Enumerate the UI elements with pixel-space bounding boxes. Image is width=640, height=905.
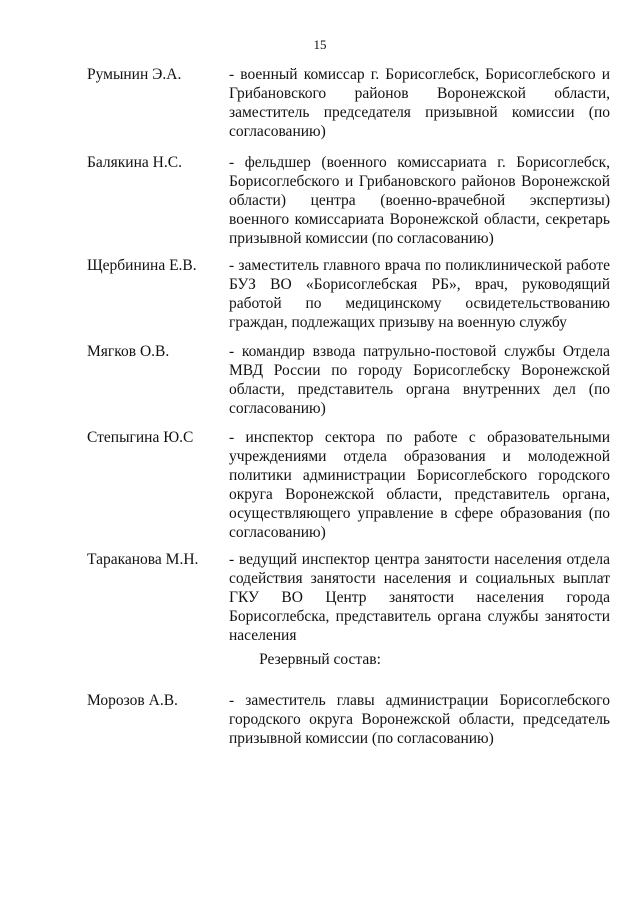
reserve-section-title: Резервный состав: xyxy=(259,651,381,668)
member-name: Румынин Э.А. xyxy=(87,66,182,83)
member-role: - командир взвода патрульно-постовой службы Отдела МВД России по городу Борисоглебску Воронежской области, представитель органа внутренних дел (по согласованию) xyxy=(229,343,610,417)
page-number: 15 xyxy=(313,37,327,52)
member-name: Щербинина Е.В. xyxy=(87,257,197,274)
member-role: - военный комиссар г. Борисоглебск, Борисоглебского и Грибановского районов Воронежской области, заместитель председателя призывной комиссии (по согласованию) xyxy=(229,66,610,140)
member-name: Балякина Н.С. xyxy=(87,154,182,171)
member-role: - фельдшер (военного комиссариата г. Борисоглебск, Борисоглебского и Грибановского районов Воронежской области) центра (военно-врачебной экспертизы) военного комиссариата Воронежской области, секретарь призывной комиссии (по согласованию) xyxy=(229,154,610,247)
member-role: - заместитель главы администрации Борисоглебского городского округа Воронежской области, председатель призывной комиссии (по согласованию) xyxy=(229,692,610,747)
member-name: Степыгина Ю.С xyxy=(87,429,194,446)
member-role: - ведущий инспектор центра занятости населения отдела содействия занятости населения и социальных выплат ГКУ ВО Центр занятости населения города Борисоглебска, представитель органа службы занятости населения xyxy=(229,551,610,644)
member-name: Тараканова М.Н. xyxy=(87,551,199,568)
member-name: Морозов А.В. xyxy=(87,692,178,709)
member-name: Мягков О.В. xyxy=(87,343,170,360)
member-role: - инспектор сектора по работе с образовательными учреждениями отдела образования и молодежной политики администрации Борисоглебского городского округа Воронежской области, представитель органа, осуществляющего управление в сфере образования (по согласованию) xyxy=(229,429,610,541)
member-role: - заместитель главного врача по поликлинической работе БУЗ ВО «Борисоглебская РБ», врач, руководящий работой по медицинскому освидетельствованию граждан, подлежащих призыву на военную службу xyxy=(229,257,610,331)
